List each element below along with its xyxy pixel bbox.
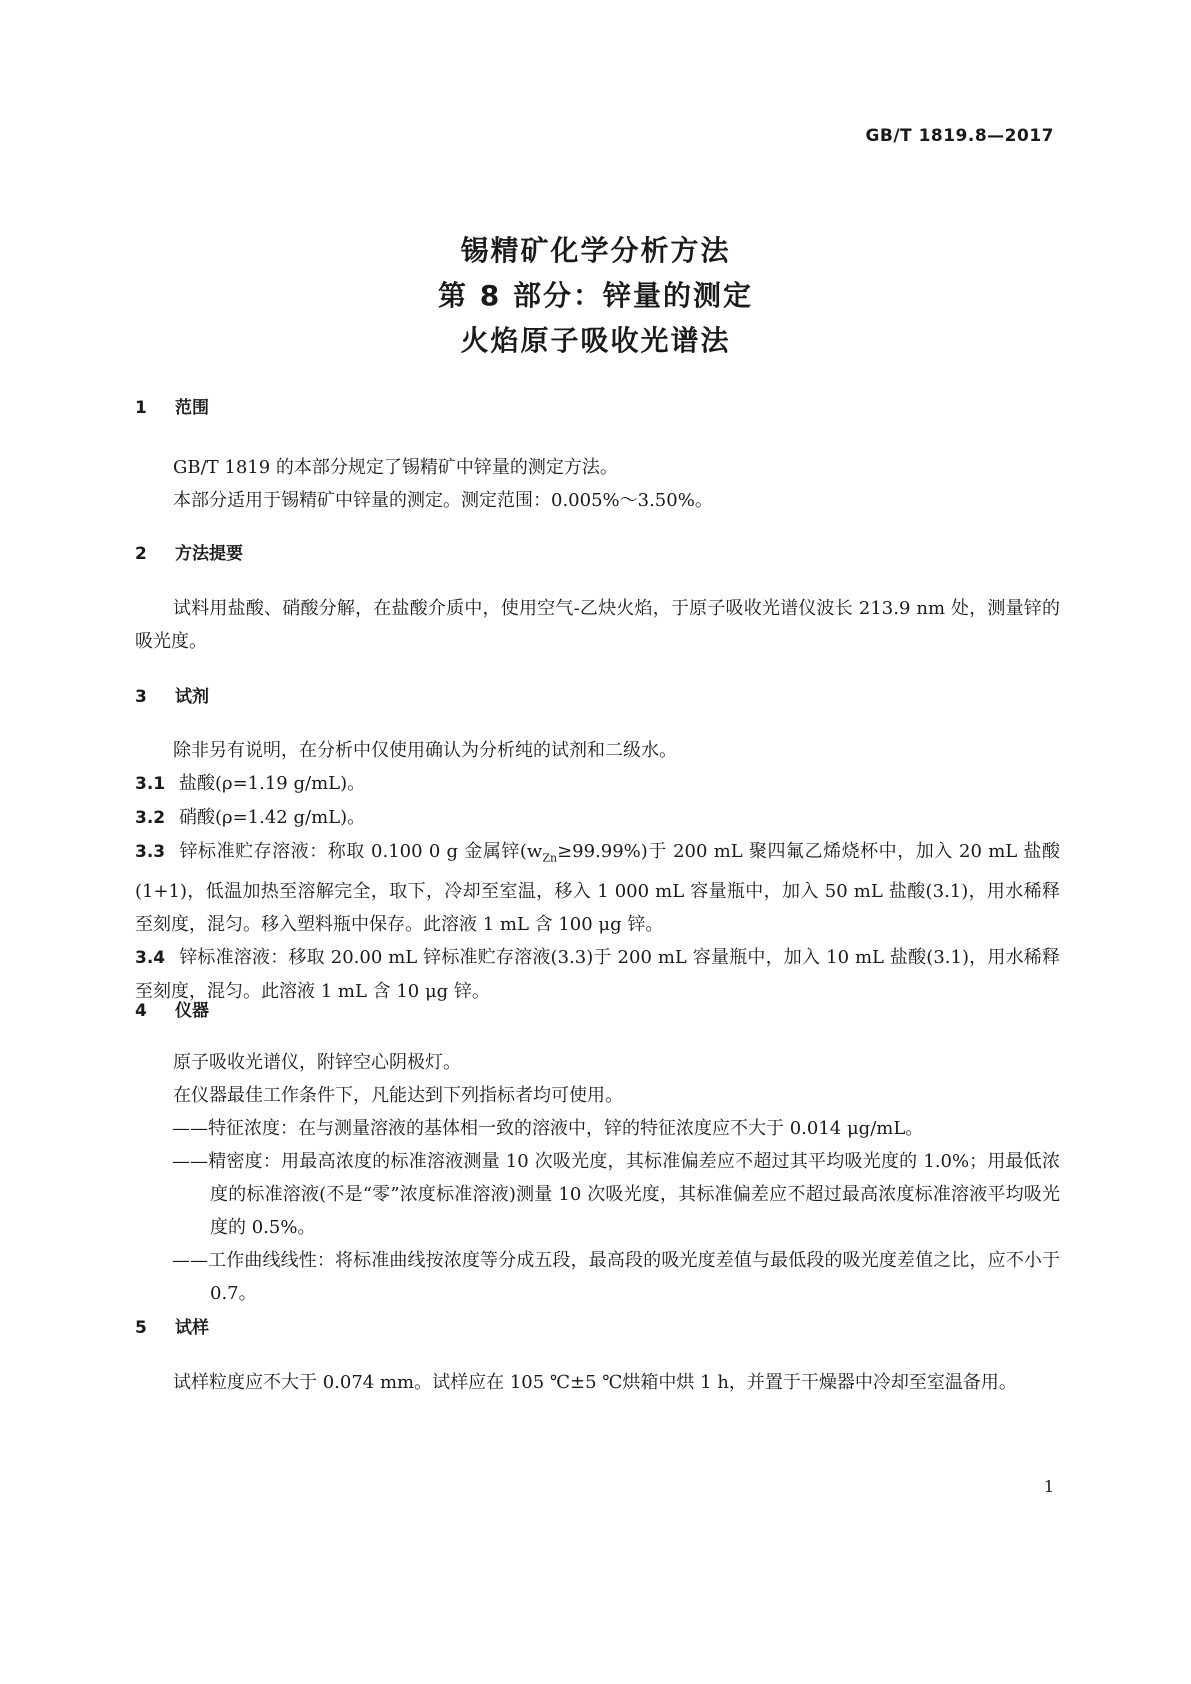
item-number: 3.3 (135, 842, 166, 862)
title-line-2: 第 8 部分：锌量的测定 (438, 279, 753, 312)
item-text: 锌标准溶液：移取 20.00 mL 锌标准贮存溶液(3.3)于 200 mL 容量瓶中，加入 10 mL 盐酸(3.1)，用水稀释至刻度，混匀。此溶液 1 mL 含 10 μg 锌。 (135, 946, 1060, 1002)
title-line-3: 火焰原子吸收光谱法 (460, 324, 731, 357)
section-title: 范围 (175, 398, 209, 418)
section-5-heading (135, 1313, 1060, 1338)
item-text-post: ≥99.99%)于 200 mL 聚四氟乙烯烧杯中，加入 20 mL 盐酸(1+1)，低温加热至溶解完全，取下，冷却至室温，移入 1 000 mL 容量瓶中，加入 50 mL 盐酸(3.1)，用水稀释至刻度，混匀。移入塑料瓶中保存。此溶液 1 mL 含 100 μg 锌。 (135, 841, 1060, 935)
section-title: 仪器 (175, 1001, 209, 1021)
paragraph: GB/T 1819 的本部分规定了锡精矿中锌量的测定方法。 (173, 457, 618, 478)
reagent-item (135, 801, 1060, 835)
section-number: 2 (135, 544, 147, 564)
section-title: 方法提要 (175, 544, 243, 564)
section-number: 3 (135, 687, 147, 707)
document-title (0, 228, 1191, 363)
page-number: 1 (1043, 1477, 1054, 1496)
section-2-body (135, 592, 1060, 658)
section-5-body (135, 1366, 1060, 1399)
section-1-body (135, 451, 1060, 517)
paragraph: 试样粒度应不大于 0.074 mm。试样应在 105 ℃±5 ℃烘箱中烘 1 h，并置于干燥器中冷却至室温备用。 (173, 1372, 1017, 1393)
item-number: 3.1 (135, 774, 166, 794)
standard-code: GB/T 1819.8—2017 (865, 126, 1054, 146)
section-3-body (135, 734, 1060, 1008)
section-2-heading (135, 539, 1060, 564)
paragraph: 原子吸收光谱仪，附锌空心阴极灯。 (173, 1052, 461, 1073)
reagent-item (135, 835, 1060, 941)
section-title: 试剂 (175, 687, 209, 707)
section-4-body (135, 1046, 1060, 1310)
item-number: 3.4 (135, 947, 166, 968)
dash-item: ——工作曲线线性：将标准曲线按浓度等分成五段，最高段的吸光度差值与最低段的吸光度差值之比，应不小于 0.7。 (172, 1250, 1060, 1304)
dash-item: ——精密度：用最高浓度的标准溶液测量 10 次吸光度，其标准偏差应不超过其平均吸光度的 1.0%；用最低浓度的标准溶液(不是“零”浓度标准溶液)测量 10 次吸光度，其标准偏差应不超过最高浓度标准溶液平均吸光度的 0.5%。 (172, 1151, 1060, 1238)
section-number: 1 (135, 398, 147, 418)
section-number: 5 (135, 1318, 147, 1338)
reagent-item (135, 767, 1060, 801)
subscript: Zn (542, 851, 558, 865)
section-title: 试样 (175, 1318, 209, 1338)
paragraph: 除非另有说明，在分析中仅使用确认为分析纯的试剂和二级水。 (173, 740, 677, 761)
section-1-heading (135, 393, 1060, 418)
item-number: 3.2 (135, 808, 166, 828)
item-text-pre: 锌标准贮存溶液：称取 0.100 0 g 金属锌(w (179, 841, 543, 862)
dash-item: ——特征浓度：在与测量溶液的基体相一致的溶液中，锌的特征浓度应不大于 0.014 μg/mL。 (172, 1118, 924, 1139)
paragraph: 在仪器最佳工作条件下，凡能达到下列指标者均可使用。 (173, 1085, 623, 1106)
title-line-1: 锡精矿化学分析方法 (460, 234, 731, 267)
item-text: 硝酸(ρ=1.42 g/mL)。 (179, 807, 366, 828)
section-number: 4 (135, 1001, 147, 1021)
paragraph: 本部分适用于锡精矿中锌量的测定。测定范围：0.005%～3.50%。 (173, 490, 713, 511)
section-3-heading (135, 682, 1060, 707)
paragraph: 试料用盐酸、硝酸分解，在盐酸介质中，使用空气-乙炔火焰，于原子吸收光谱仪波长 213.9 nm 处，测量锌的吸光度。 (135, 598, 1060, 652)
section-4-heading (135, 996, 1060, 1021)
item-text: 盐酸(ρ=1.19 g/mL)。 (179, 773, 366, 794)
